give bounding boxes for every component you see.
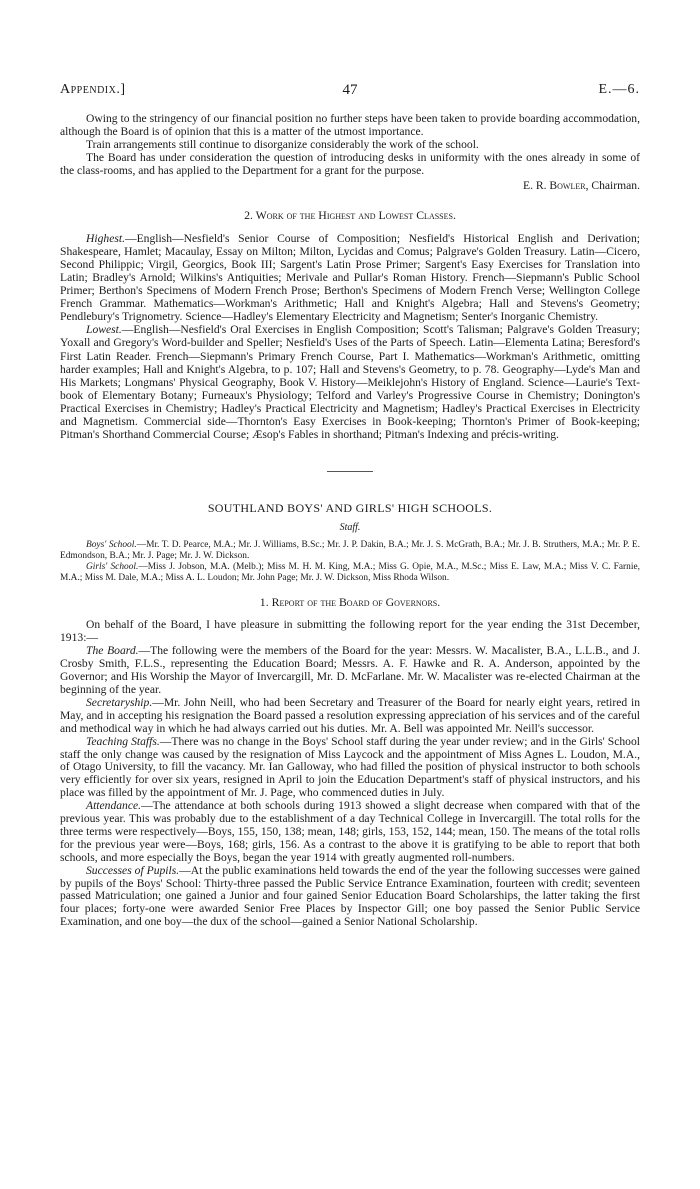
school-title: SOUTHLAND BOYS' AND GIRLS' HIGH SCHOOLS. [207,501,493,516]
lowest-text: —English—Nesfield's Oral Exercises in English Composition; Scott's Talisman; Palgrave's Golden Treasury; Yoxall and Gregory's Word-builder and Speller; Nesfield's Uses of the Parts of Speech. Latin—Elementa Latina; Beresford's First Latin Reader. French—Siepmann's Primary French Course, Part I. Mathematics—Workman's Arithmetic, omitting harder examples; Hall and Knight's Algebra, to p. 107; Hall and Stevens's Geometry, to p. 78. Geography—Lyde's Man and His Markets; Longmans' Physical Geography, Book V. History—Meiklejohn's History of England. Science—Laurie's Text-book of Elementary Botany; Furneaux's Physiology; Telford and Varley's Progressive Course in Chemistry; Donington's Practical Exercises in Chemistry; Hadley's Practical Electricity and Magnetism; Hadley's Practical Exercises in Electricity and Magnetism. Commercial side—Thornton's Easy Exercises in Book-keeping; Thornton's Primer of Book-keeping; Pitman's Shorthand Commercial Course; Æsop's Fables in shorthand; Pitman's Indexing and précis-writing. [60,323,640,442]
successes-label: Successes of Pupils. [86,863,180,877]
report-paragraph-board [60,645,640,697]
girls-staff [60,562,640,584]
lowest-class-paragraph [60,323,640,441]
secretaryship-label: Secretaryship. [86,695,153,709]
report-paragraph-attendance [60,800,640,865]
page-content [60,112,640,929]
board-label: The Board. [86,644,139,658]
board-text: —The following were the members of the Board for the year: Messrs. W. Macalister, B.A., L.L.B., and J. Crosby Smith, F.L.S., representing the Education Board; Messrs. A. F. Hawke and R. A. Anderson, appointed by the Governor; and His Worship the Mayor of Invercargill, Mr. D. McFarlane. Mr. W. Macalister was re-elected Chairman at the beginning of the year. [60,644,640,696]
report-paragraph-teaching-staffs [60,736,640,801]
report-paragraph-successes [60,865,640,930]
teaching-staffs-label: Teaching Staffs. [86,734,160,748]
document-code: E.—6. [598,82,640,97]
lowest-label: Lowest. [86,323,122,337]
signature [60,179,640,192]
boys-staff [60,540,640,562]
board-report [60,619,640,929]
signatory-name: E. R. Bowler, [522,179,589,193]
section2-heading: 2. Work of the Highest and Lowest Classes. [244,207,456,222]
highest-class-paragraph [60,232,640,324]
successes-text: —At the public examinations held towards the end of the year the following successes were gained by pupils of the Boys' School: Thirty-three passed the Public Service Entrance Examination, fourteen with credit; seventeen passed Matriculation; one gained a Junior and four gained Senior Education Board Scholarships, the latter taking the first four places; forty-one were awarded Senior Free Places by Inspector Gill; one boy passed the Senior Public Service Examination, and one boy—the dux of the school—gained a Senior National Scholarship. [60,863,641,929]
staff-heading: Staff. [339,522,361,534]
report-opening: On behalf of the Board, I have pleasure in submitting the following report for the year ending the 31st December, 1913:— [60,618,640,645]
attendance-label: Attendance. [86,799,142,813]
staff-list [60,540,640,584]
section-divider [327,471,373,472]
signatory-title: Chairman. [591,179,640,193]
secretaryship-text: —Mr. John Neill, who had been Secretary and Treasurer of the Board for nearly eight years, retired in May, and in accepting his resignation the Board passed a resolution expressing appreciation of his services and of the careful and methodical way in which he had always carried out his duties. Mr. A. Bell was appointed Mr. Neill's successor. [60,695,640,735]
appendix-label: Appendix.] [60,82,126,97]
intro-paragraph-3: The Board has under consideration the question of introducing desks in uniformity with the ones already in some of the class-rooms, and has applied to the Department for a grant for the purpose. [60,151,640,178]
boys-text: —Mr. T. D. Pearce, M.A.; Mr. J. Williams, B.Sc.; Mr. J. P. Dakin, B.A.; Mr. J. S. McGrath, B.A.; Mr. J. B. Struthers, M.A.; Mr. P. E. Edmondson, B.A.; Mr. J. Page; Mr. J. W. Dickson. [60,540,640,562]
boys-label: Boys' School. [86,540,137,551]
highest-label: Highest. [86,231,125,245]
teaching-staffs-text: —There was no change in the Boys' School staff during the year under review; and in the Girls' School staff the only change was caused by the resignation of Miss Laycock and the appointment of Miss Agnes L. Loudon, M.A., of Otago University, to fill the vacancy. Mr. Ian Galloway, who had filled the position of physical instructor to both schools very efficiently for over six years, resigned in April to join the Education Department's staff of physical instructors, and his place was filled by the appointment of Mr. J. Page, who commenced duties in July. [60,734,640,800]
page-number: 47 [342,82,358,98]
page-header [60,82,640,98]
girls-text: —Miss J. Jobson, M.A. (Melb.); Miss M. H. M. King, M.A.; Miss G. Opie, M.A., M.Sc.; Miss E. Law, M.A.; Miss V. C. Farnie, M.A.; Miss M. Dale, M.A.; Miss A. L. Loudon; Mr. John Page; Mr. J. W. Dickson, Miss Rhoda Wilson. [60,562,640,584]
intro-paragraph-2: Train arrangements still continue to disorganize considerably the work of the school. [86,138,479,152]
highest-text: —English—Nesfield's Senior Course of Composition; Nesfield's Historical English and Derivation; Shakespeare, Hamlet; Macaulay, Essay on Milton; Milton, Lycidas and Comus; Palgrave's Golden Treasury. Latin—Cicero, Second Philippic; Virgil, Georgics, Book III; Sargent's Latin Prose Primer; Sargent's Easy Exercises for Translation into Latin; Bradley's Arnold; Wilkins's Antiquities; Merivale and Pullar's Roman History. French—Siepmann's Public School Primer; Berthon's Specimens of Modern French Prose; Berthon's Specimens of Modern French Verse; Wellington College French Grammar. Mathematics—Workman's Arithmetic; Hall and Knight's Algebra; Hall and Stevens's Geometry; Pendlebury's Trignometry. Science—Hadley's Elementary Electricity and Magnetism; Senter's Inorganic Chemistry. [60,231,640,324]
intro-paragraph-1: Owing to the stringency of our financial position no further steps have been taken to provide boarding accommodation, although the Board is of opinion that this is a matter of the utmost importance. [60,112,640,139]
girls-label: Girls' School. [86,562,139,573]
report-paragraph-secretaryship [60,697,640,736]
section1-heading: 1. Report of the Board of Governors. [259,595,441,610]
attendance-text: —The attendance at both schools during 1913 showed a slight decrease when compared with that of the previous year. This was probably due to the establishment of a day Technical College in Invercargill. The total rolls for the three terms were respectively—Boys, 155, 150, 138; mean, 148; girls, 153, 152, 144; mean, 150. The means of the total rolls for the previous year were—Boys, 168; girls, 156. As a contrast to the above it is gratifying to be able to report that both schools, and more especially the Boys, began the year 1914 with greatly augmented roll-numbers. [60,799,640,864]
